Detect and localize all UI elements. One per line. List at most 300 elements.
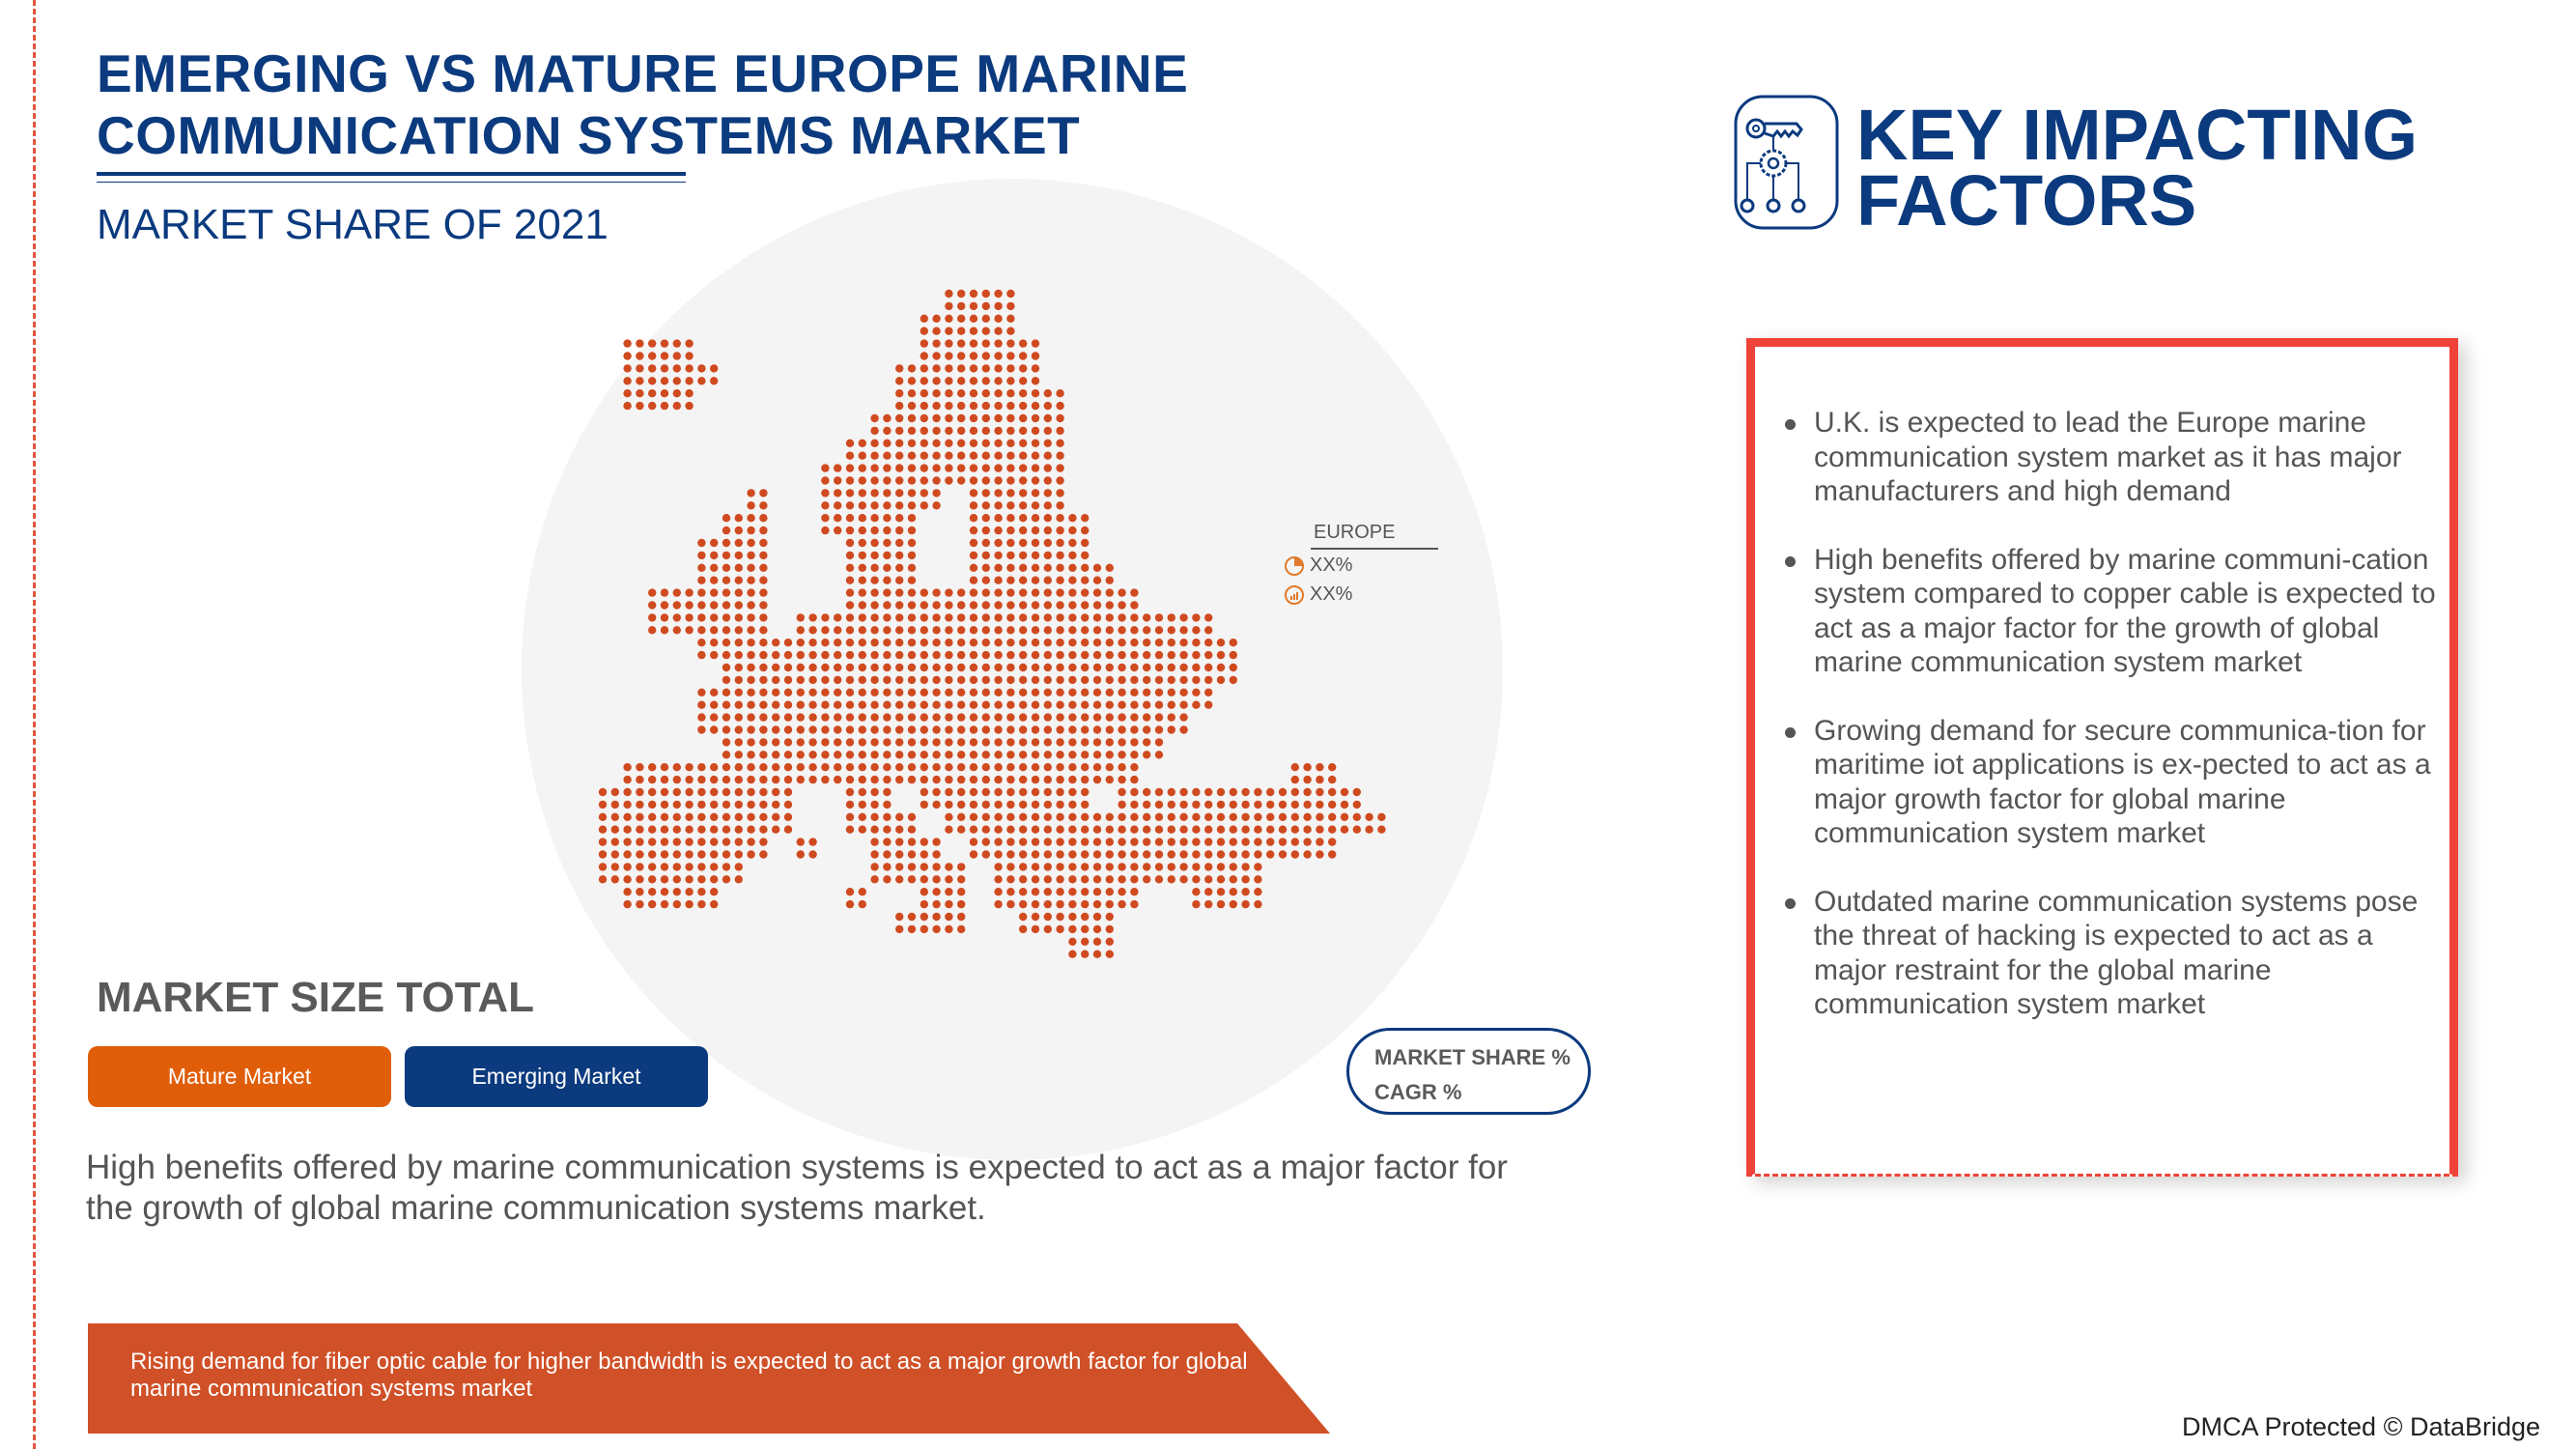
map-dot	[834, 738, 841, 746]
map-dot	[920, 701, 928, 709]
map-dot	[697, 539, 705, 547]
map-dot	[1328, 776, 1336, 783]
map-dot	[1093, 738, 1101, 746]
map-dot	[1365, 826, 1373, 834]
map-dot	[1204, 863, 1212, 870]
map-dot	[1093, 639, 1101, 646]
map-dot	[970, 664, 977, 671]
legend-row-cagr	[1285, 583, 1352, 606]
map-dot	[970, 601, 977, 609]
map-dot	[685, 364, 693, 372]
map-dot	[1056, 476, 1063, 484]
map-dot	[722, 826, 730, 834]
map-dot	[1006, 564, 1014, 572]
map-dot	[1056, 888, 1063, 895]
map-dot	[1044, 564, 1052, 572]
map-dot	[1032, 863, 1039, 870]
map-dot	[1019, 689, 1027, 696]
map-dot	[908, 552, 916, 559]
map-dot	[685, 776, 693, 783]
map-dot	[970, 725, 977, 733]
map-dot	[932, 763, 940, 771]
map-dot	[1155, 751, 1163, 758]
map-dot	[1006, 476, 1014, 484]
map-dot	[970, 838, 977, 845]
map-dot	[710, 763, 718, 771]
map-dot	[1093, 701, 1101, 709]
map-dot	[945, 776, 952, 783]
map-dot	[1241, 850, 1249, 858]
map-dot	[710, 713, 718, 721]
map-dot	[1068, 925, 1076, 933]
map-dot	[957, 713, 965, 721]
map-dot	[846, 763, 854, 771]
map-dot	[932, 464, 940, 471]
map-dot	[1032, 913, 1039, 921]
map-dot	[1068, 838, 1076, 845]
map-dot	[1006, 826, 1014, 834]
map-dot	[759, 689, 767, 696]
map-dot	[1230, 639, 1237, 646]
map-dot	[982, 501, 990, 509]
map-dot	[1019, 476, 1027, 484]
map-dot	[994, 613, 1002, 621]
map-dot	[1155, 738, 1163, 746]
map-dot	[1006, 751, 1014, 758]
map-dot	[722, 701, 730, 709]
map-dot	[994, 339, 1002, 347]
map-dot	[673, 402, 681, 410]
map-dot	[883, 751, 891, 758]
map-dot	[895, 552, 903, 559]
map-dot	[932, 751, 940, 758]
map-dot	[870, 489, 878, 497]
map-dot	[1168, 813, 1175, 821]
page-title: EMERGING VS MATURE EUROPE MARINE COMMUNICATION SYSTEMS MARKET	[97, 43, 1189, 165]
map-dot	[1093, 850, 1101, 858]
map-dot	[1303, 788, 1311, 796]
map-dot	[957, 826, 965, 834]
map-dot	[648, 863, 656, 870]
map-dot	[870, 501, 878, 509]
map-dot	[1044, 389, 1052, 397]
map-dot	[1316, 850, 1323, 858]
map-dot	[932, 339, 940, 347]
map-dot	[908, 713, 916, 721]
map-dot	[870, 464, 878, 471]
map-dot	[970, 302, 977, 310]
map-dot	[685, 850, 693, 858]
map-dot	[920, 315, 928, 323]
map-dot	[1006, 701, 1014, 709]
map-dot	[1032, 788, 1039, 796]
map-dot	[1155, 863, 1163, 870]
map-dot	[1093, 664, 1101, 671]
map-dot	[1179, 613, 1187, 621]
map-dot	[710, 863, 718, 870]
map-dot	[883, 788, 891, 796]
map-dot	[1155, 701, 1163, 709]
map-dot	[920, 751, 928, 758]
map-dot	[932, 664, 940, 671]
map-dot	[895, 601, 903, 609]
map-dot	[945, 440, 952, 447]
map-dot	[1019, 751, 1027, 758]
map-dot	[1254, 900, 1261, 908]
map-dot	[710, 788, 718, 796]
map-dot	[1044, 402, 1052, 410]
map-dot	[722, 676, 730, 684]
map-dot	[859, 813, 866, 821]
map-dot	[870, 427, 878, 435]
map-dot	[970, 738, 977, 746]
map-dot	[759, 826, 767, 834]
map-dot	[735, 801, 743, 809]
map-dot	[895, 738, 903, 746]
map-dot	[685, 626, 693, 634]
map-dot	[970, 763, 977, 771]
map-dot	[1081, 676, 1089, 684]
map-dot	[908, 751, 916, 758]
map-dot	[697, 364, 705, 372]
map-dot	[1081, 626, 1089, 634]
map-dot	[883, 701, 891, 709]
map-dot	[1019, 639, 1027, 646]
map-dot	[735, 826, 743, 834]
map-dot	[623, 389, 631, 397]
map-dot	[722, 526, 730, 534]
map-dot	[834, 701, 841, 709]
map-dot	[1044, 888, 1052, 895]
map-dot	[1006, 339, 1014, 347]
map-dot	[1032, 751, 1039, 758]
map-dot	[846, 476, 854, 484]
map-dot	[895, 464, 903, 471]
map-dot	[1032, 564, 1039, 572]
map-dot	[920, 402, 928, 410]
map-dot	[1291, 838, 1299, 845]
map-dot	[970, 476, 977, 484]
map-dot	[1019, 763, 1027, 771]
map-dot	[1056, 501, 1063, 509]
map-dot	[661, 389, 668, 397]
map-dot	[870, 564, 878, 572]
map-dot	[1006, 639, 1014, 646]
map-dot	[759, 813, 767, 821]
map-dot	[957, 701, 965, 709]
map-dot	[957, 613, 965, 621]
map-dot	[673, 613, 681, 621]
map-dot	[1130, 713, 1138, 721]
map-dot	[982, 738, 990, 746]
map-dot	[697, 701, 705, 709]
map-dot	[735, 676, 743, 684]
map-dot	[1093, 725, 1101, 733]
map-dot	[834, 651, 841, 659]
map-dot	[1155, 613, 1163, 621]
map-dot	[1068, 701, 1076, 709]
map-dot	[834, 725, 841, 733]
map-dot	[1241, 888, 1249, 895]
map-dot	[1032, 539, 1039, 547]
map-dot	[1019, 564, 1027, 572]
growth-factor-banner	[88, 1323, 1330, 1434]
map-dot	[1217, 900, 1225, 908]
map-dot	[945, 427, 952, 435]
map-dot	[1168, 863, 1175, 870]
map-dot	[846, 651, 854, 659]
map-dot	[1155, 626, 1163, 634]
map-dot	[697, 564, 705, 572]
map-dot	[1118, 738, 1125, 746]
map-dot	[759, 552, 767, 559]
map-dot	[932, 501, 940, 509]
map-dot	[994, 327, 1002, 335]
map-dot	[1056, 402, 1063, 410]
map-dot	[870, 452, 878, 460]
map-dot	[759, 613, 767, 621]
map-dot	[895, 913, 903, 921]
map-dot	[870, 440, 878, 447]
map-dot	[1143, 626, 1150, 634]
map-dot	[1032, 377, 1039, 384]
map-dot	[636, 377, 643, 384]
map-dot	[1006, 302, 1014, 310]
map-dot	[1006, 414, 1014, 422]
map-dot	[932, 651, 940, 659]
map-dot	[994, 813, 1002, 821]
map-dot	[661, 826, 668, 834]
dmca-notice[interactable]: DMCA Protected © DataBridge	[2182, 1412, 2541, 1441]
mature-market-button[interactable]: Mature Market	[88, 1046, 391, 1107]
map-dot	[1093, 588, 1101, 596]
map-dot	[957, 801, 965, 809]
map-dot	[895, 850, 903, 858]
map-dot	[870, 601, 878, 609]
map-dot	[982, 539, 990, 547]
map-dot	[1081, 951, 1089, 958]
map-dot	[710, 539, 718, 547]
map-dot	[808, 763, 816, 771]
map-dot	[599, 850, 607, 858]
map-dot	[932, 850, 940, 858]
map-dot	[710, 613, 718, 621]
map-dot	[932, 900, 940, 908]
map-dot	[710, 875, 718, 883]
map-dot	[895, 763, 903, 771]
map-dot	[870, 414, 878, 422]
map-dot	[1179, 713, 1187, 721]
map-dot	[994, 601, 1002, 609]
map-dot	[1056, 788, 1063, 796]
map-dot	[759, 763, 767, 771]
map-dot	[722, 763, 730, 771]
map-dot	[1032, 875, 1039, 883]
map-dot	[846, 664, 854, 671]
map-dot	[1068, 725, 1076, 733]
map-dot	[1056, 626, 1063, 634]
map-dot	[1044, 626, 1052, 634]
map-dot	[883, 577, 891, 584]
map-dot	[1056, 826, 1063, 834]
map-dot	[970, 826, 977, 834]
map-dot	[1081, 888, 1089, 895]
map-dot	[945, 725, 952, 733]
map-dot	[1230, 676, 1237, 684]
map-dot	[883, 801, 891, 809]
map-dot	[759, 514, 767, 522]
map-dot	[1032, 339, 1039, 347]
map-dot	[1168, 875, 1175, 883]
map-dot	[784, 751, 792, 758]
map-dot	[908, 738, 916, 746]
map-dot	[797, 651, 805, 659]
map-dot	[772, 801, 779, 809]
map-dot	[1044, 689, 1052, 696]
map-dot	[673, 801, 681, 809]
map-dot	[747, 751, 754, 758]
map-dot	[697, 788, 705, 796]
map-dot	[661, 838, 668, 845]
map-dot	[1192, 826, 1200, 834]
map-dot	[1056, 850, 1063, 858]
map-dot	[1006, 514, 1014, 522]
map-dot	[970, 676, 977, 684]
map-dot	[945, 925, 952, 933]
map-dot	[1192, 676, 1200, 684]
map-dot	[1056, 651, 1063, 659]
map-dot	[759, 801, 767, 809]
map-dot	[1130, 588, 1138, 596]
map-dot	[697, 763, 705, 771]
map-dot	[1019, 664, 1027, 671]
map-dot	[1044, 751, 1052, 758]
map-dot	[1155, 639, 1163, 646]
map-dot	[982, 526, 990, 534]
map-dot	[1192, 651, 1200, 659]
map-dot	[1006, 725, 1014, 733]
map-dot	[710, 364, 718, 372]
map-dot	[759, 489, 767, 497]
map-dot	[957, 676, 965, 684]
map-dot	[895, 776, 903, 783]
map-dot	[1254, 801, 1261, 809]
map-dot	[859, 689, 866, 696]
map-dot	[1106, 863, 1114, 870]
map-dot	[661, 402, 668, 410]
map-dot	[970, 588, 977, 596]
map-dot	[1044, 539, 1052, 547]
map-dot	[982, 626, 990, 634]
map-dot	[1019, 713, 1027, 721]
map-dot	[846, 788, 854, 796]
map-dot	[895, 476, 903, 484]
list-item: High benefits offered by marine communi-cation system compared to copper cable is expected to act as a major factor for the growth of global marine communication system market	[1785, 543, 2442, 680]
map-dot	[673, 339, 681, 347]
map-dot	[957, 290, 965, 298]
map-dot	[1056, 813, 1063, 821]
map-dot	[834, 664, 841, 671]
map-dot	[859, 751, 866, 758]
map-dot	[1192, 888, 1200, 895]
map-dot	[1192, 875, 1200, 883]
map-dot	[970, 402, 977, 410]
map-dot	[697, 725, 705, 733]
map-dot	[1093, 863, 1101, 870]
map-dot	[623, 352, 631, 359]
map-dot	[1006, 664, 1014, 671]
map-dot	[735, 577, 743, 584]
map-dot	[1006, 364, 1014, 372]
map-dot	[759, 639, 767, 646]
map-dot	[735, 738, 743, 746]
map-dot	[1130, 701, 1138, 709]
map-dot	[908, 664, 916, 671]
map-dot	[957, 626, 965, 634]
list-item: Outdated marine communication systems pose the threat of hacking is expected to act as a major restraint for the global marine communication system market	[1785, 885, 2442, 1022]
map-dot	[957, 788, 965, 796]
legend-region: EUROPE	[1314, 522, 1396, 543]
map-dot	[1019, 526, 1027, 534]
map-dot	[883, 813, 891, 821]
map-dot	[908, 427, 916, 435]
map-dot	[982, 364, 990, 372]
map-dot	[1241, 813, 1249, 821]
map-dot	[1168, 676, 1175, 684]
map-dot	[870, 613, 878, 621]
map-dot	[920, 389, 928, 397]
map-dot	[895, 838, 903, 845]
map-dot	[710, 888, 718, 895]
map-dot	[821, 514, 829, 522]
map-dot	[735, 514, 743, 522]
map-dot	[945, 875, 952, 883]
map-dot	[611, 813, 619, 821]
map-dot	[747, 526, 754, 534]
map-dot	[970, 813, 977, 821]
emerging-market-button[interactable]: Emerging Market	[405, 1046, 708, 1107]
map-dot	[599, 813, 607, 821]
map-dot	[1056, 725, 1063, 733]
map-dot	[759, 676, 767, 684]
map-dot	[1192, 626, 1200, 634]
map-dot	[1118, 701, 1125, 709]
map-dot	[982, 776, 990, 783]
map-dot	[945, 826, 952, 834]
map-dot	[797, 725, 805, 733]
map-dot	[821, 738, 829, 746]
map-dot	[945, 327, 952, 335]
map-dot	[834, 501, 841, 509]
map-dot	[697, 552, 705, 559]
map-dot	[685, 613, 693, 621]
map-dot	[1168, 651, 1175, 659]
map-dot	[1118, 801, 1125, 809]
cagr-label: CAGR %	[1374, 1080, 1462, 1104]
map-dot	[932, 440, 940, 447]
map-dot	[1217, 875, 1225, 883]
map-dot	[1093, 900, 1101, 908]
map-dot	[1266, 850, 1274, 858]
map-dot	[1279, 838, 1287, 845]
map-dot	[982, 339, 990, 347]
map-dot	[1019, 925, 1027, 933]
map-dot	[1056, 701, 1063, 709]
map-dot	[735, 751, 743, 758]
map-dot	[994, 552, 1002, 559]
map-dot	[859, 900, 866, 908]
map-dot	[982, 651, 990, 659]
